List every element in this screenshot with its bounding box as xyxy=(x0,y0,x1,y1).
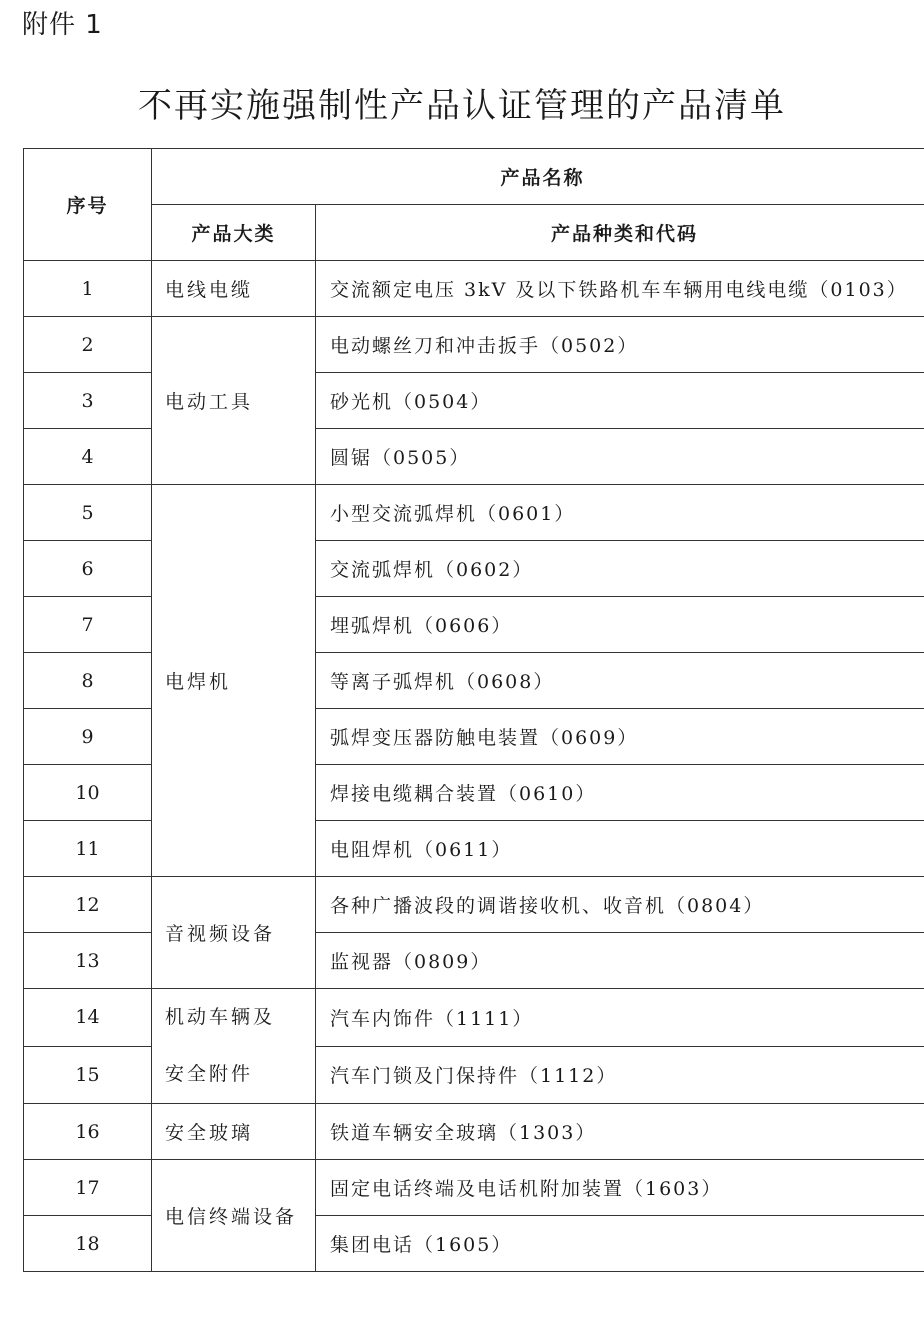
row-number: 14 xyxy=(24,989,152,1047)
header-row-2 xyxy=(24,205,924,261)
category-cell xyxy=(152,989,316,1104)
product-type-code: 小型交流弧焊机（0601） xyxy=(316,485,924,541)
row-number: 6 xyxy=(24,541,152,597)
table-row xyxy=(24,989,924,1047)
product-type-code: 各种广播波段的调谐接收机、收音机（0804） xyxy=(316,877,924,933)
product-type-code: 圆锯（0505） xyxy=(316,429,924,485)
row-number: 4 xyxy=(24,429,152,485)
product-list-table xyxy=(23,148,924,1272)
category-cell: 安全玻璃 xyxy=(152,1104,316,1160)
table-row xyxy=(24,877,924,933)
table-row xyxy=(24,1104,924,1160)
header-category: 产品大类 xyxy=(152,205,316,261)
row-number: 16 xyxy=(24,1104,152,1160)
product-type-code: 铁道车辆安全玻璃（1303） xyxy=(316,1104,924,1160)
row-number: 18 xyxy=(24,1216,152,1272)
product-type-code: 埋弧焊机（0606） xyxy=(316,597,924,653)
product-type-code: 等离子弧焊机（0608） xyxy=(316,653,924,709)
row-number: 5 xyxy=(24,485,152,541)
table-row xyxy=(24,1160,924,1216)
row-number: 7 xyxy=(24,597,152,653)
row-number: 10 xyxy=(24,765,152,821)
row-number: 8 xyxy=(24,653,152,709)
row-number: 12 xyxy=(24,877,152,933)
category-cell: 电焊机 xyxy=(152,485,316,877)
product-type-code: 电动螺丝刀和冲击扳手（0502） xyxy=(316,317,924,373)
row-number: 11 xyxy=(24,821,152,877)
product-type-code: 汽车内饰件（1111） xyxy=(316,989,924,1047)
product-type-code: 汽车门锁及门保持件（1112） xyxy=(316,1046,924,1104)
row-number: 9 xyxy=(24,709,152,765)
row-number: 17 xyxy=(24,1160,152,1216)
table-body xyxy=(24,261,924,1272)
category-line: 安全附件 xyxy=(165,1063,254,1085)
product-type-code: 焊接电缆耦合装置（0610） xyxy=(316,765,924,821)
header-type-code: 产品种类和代码 xyxy=(316,205,924,261)
category-line: 机动车辆及 xyxy=(165,1006,276,1028)
category-cell: 电线电缆 xyxy=(152,261,316,317)
row-number: 15 xyxy=(24,1046,152,1104)
header-no: 序号 xyxy=(24,149,152,261)
product-type-code: 电阻焊机（0611） xyxy=(316,821,924,877)
product-type-code: 固定电话终端及电话机附加装置（1603） xyxy=(316,1160,924,1216)
table-row xyxy=(24,485,924,541)
row-number: 1 xyxy=(24,261,152,317)
category-cell: 电信终端设备 xyxy=(152,1160,316,1272)
table-row xyxy=(24,261,924,317)
category-cell: 音视频设备 xyxy=(152,877,316,989)
product-type-code: 集团电话（1605） xyxy=(316,1216,924,1272)
category-cell: 电动工具 xyxy=(152,317,316,485)
header-product-name: 产品名称 xyxy=(152,149,924,205)
table-row xyxy=(24,317,924,373)
document-title: 不再实施强制性产品认证管理的产品清单 xyxy=(138,86,786,126)
product-type-code: 砂光机（0504） xyxy=(316,373,924,429)
row-number: 3 xyxy=(24,373,152,429)
product-type-code: 交流弧焊机（0602） xyxy=(316,541,924,597)
row-number: 2 xyxy=(24,317,152,373)
product-type-code: 监视器（0809） xyxy=(316,933,924,989)
product-type-code: 弧焊变压器防触电装置（0609） xyxy=(316,709,924,765)
product-type-code: 交流额定电压 3kV 及以下铁路机车车辆用电线电缆（0103） xyxy=(316,261,924,317)
header-row-1 xyxy=(24,149,924,205)
attachment-label: 附件 1 xyxy=(22,10,103,40)
row-number: 13 xyxy=(24,933,152,989)
